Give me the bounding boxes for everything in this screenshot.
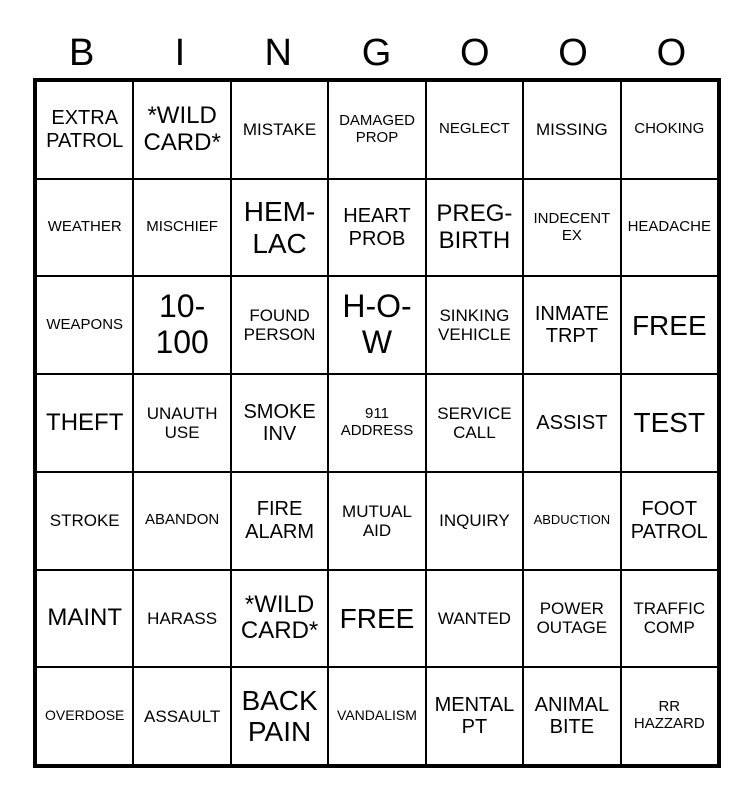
bingo-cell[interactable] (133, 179, 230, 277)
bingo-cell[interactable] (426, 374, 523, 472)
bingo-cell[interactable] (523, 472, 620, 570)
bingo-cell[interactable] (426, 667, 523, 765)
bingo-cell[interactable] (36, 81, 133, 179)
cell-label: STROKE (49, 511, 120, 531)
cell-label: HEADACHE (627, 218, 711, 236)
cell-label: HARASS (147, 608, 218, 628)
bingo-cell[interactable] (328, 81, 425, 179)
bingo-cell[interactable] (328, 667, 425, 765)
bingo-cell[interactable] (426, 81, 523, 179)
bingo-cell[interactable] (523, 667, 620, 765)
cell-label: 10- 100 (155, 288, 209, 361)
cell-label: FIRE ALARM (245, 498, 315, 543)
cell-label: WEATHER (47, 218, 122, 236)
cell-label: FREE (339, 602, 415, 634)
cell-label: MUTUAL AID (342, 501, 412, 540)
cell-label: UNAUTH USE (146, 403, 218, 442)
cell-label: 911 ADDRESS (340, 405, 414, 439)
bingo-cell[interactable] (231, 374, 328, 472)
cell-label: *WILD CARD* (143, 101, 221, 156)
bingo-cell[interactable] (231, 472, 328, 570)
cell-label: ASSAULT (144, 706, 221, 726)
cell-label: MISCHIEF (146, 218, 218, 236)
bingo-cell[interactable] (36, 374, 133, 472)
cell-label: ABDUCTION (533, 512, 611, 528)
bingo-cell[interactable] (231, 276, 328, 374)
bingo-cell[interactable] (523, 570, 620, 668)
bingo-cell[interactable] (36, 276, 133, 374)
cell-label: FOUND PERSON (243, 306, 316, 345)
cell-label: SMOKE INV (243, 400, 316, 445)
cell-label: MISTAKE (242, 120, 317, 140)
cell-label: RR HAZZARD (633, 698, 705, 733)
cell-label: HEART PROB (343, 205, 411, 250)
bingo-cell[interactable] (328, 276, 425, 374)
header-letter-n: N (264, 31, 293, 74)
cell-label: ASSIST (536, 411, 608, 434)
bingo-cell[interactable] (426, 570, 523, 668)
cell-label: SINKING VEHICLE (438, 306, 511, 345)
bingo-cell[interactable] (36, 667, 133, 765)
bingo-cell[interactable] (621, 667, 718, 765)
cell-label: THEFT (46, 408, 124, 436)
bingo-cell[interactable] (621, 179, 718, 277)
bingo-cell[interactable] (426, 276, 523, 374)
bingo-cell[interactable] (523, 179, 620, 277)
cell-label: ABANDON (145, 511, 220, 529)
bingo-cell[interactable] (621, 570, 718, 668)
bingo-cell[interactable] (36, 570, 133, 668)
bingo-cell[interactable] (426, 179, 523, 277)
cell-label: SERVICE CALL (437, 403, 512, 442)
bingo-cell[interactable] (133, 81, 230, 179)
cell-label: PREG- BIRTH (436, 199, 513, 254)
header-letter-o2: O (558, 31, 589, 74)
cell-label: INDECENT EX (533, 209, 611, 244)
cell-label: NEGLECT (438, 120, 510, 138)
bingo-cell[interactable] (133, 570, 230, 668)
cell-label: WANTED (437, 608, 511, 628)
bingo-cell[interactable] (328, 374, 425, 472)
bingo-cell[interactable] (36, 179, 133, 277)
cell-label: INMATE TRPT (534, 302, 609, 348)
cell-label: MISSING (535, 120, 608, 140)
cell-label: CHOKING (634, 120, 705, 138)
bingo-cell[interactable] (621, 81, 718, 179)
bingo-cell[interactable] (36, 472, 133, 570)
bingo-cell[interactable] (133, 667, 230, 765)
cell-label: FREE (631, 309, 707, 341)
cell-label: DAMAGED PROP (339, 112, 415, 146)
cell-label: TEST (633, 407, 706, 439)
header-letter-g: G (361, 31, 393, 74)
header-letter-b: B (68, 31, 96, 74)
bingo-cell[interactable] (231, 667, 328, 765)
cell-label: MAINT (47, 603, 123, 631)
header-letter-i: I (174, 31, 187, 74)
bingo-cell[interactable] (621, 472, 718, 570)
cell-label: BACK PAIN (241, 684, 318, 748)
header-letter-o3: O (656, 31, 688, 74)
cell-label: H-O- W (342, 288, 412, 361)
bingo-header (33, 28, 721, 78)
bingo-cell[interactable] (523, 81, 620, 179)
bingo-cell[interactable] (133, 374, 230, 472)
bingo-cell[interactable] (328, 179, 425, 277)
cell-label: OVERDOSE (45, 707, 125, 724)
bingo-cell[interactable] (231, 570, 328, 668)
cell-label: ANIMAL BITE (534, 693, 610, 739)
bingo-cell[interactable] (231, 179, 328, 277)
bingo-cell[interactable] (133, 276, 230, 374)
bingo-cell[interactable] (328, 570, 425, 668)
bingo-cell[interactable] (621, 276, 718, 374)
cell-label: INQUIRY (439, 511, 510, 531)
bingo-cell[interactable] (133, 472, 230, 570)
cell-label: VANDALISM (337, 707, 417, 724)
cell-label: EXTRA PATROL (46, 107, 124, 152)
header-letter-o1: O (460, 31, 491, 74)
bingo-cell[interactable] (328, 472, 425, 570)
bingo-cell[interactable] (523, 374, 620, 472)
bingo-cell[interactable] (523, 276, 620, 374)
cell-label: TRAFFIC COMP (633, 599, 706, 638)
cell-label: *WILD CARD* (240, 590, 319, 645)
cell-label: FOOT PATROL (630, 498, 708, 543)
cell-label: MENTAL PT (434, 693, 515, 739)
cell-label: POWER OUTAGE (536, 599, 608, 638)
bingo-cell[interactable] (426, 472, 523, 570)
cell-label: WEAPONS (46, 315, 124, 333)
cell-label: HEM- LAC (243, 196, 316, 259)
bingo-cell[interactable] (621, 374, 718, 472)
bingo-board (33, 78, 721, 768)
bingo-cell[interactable] (231, 81, 328, 179)
